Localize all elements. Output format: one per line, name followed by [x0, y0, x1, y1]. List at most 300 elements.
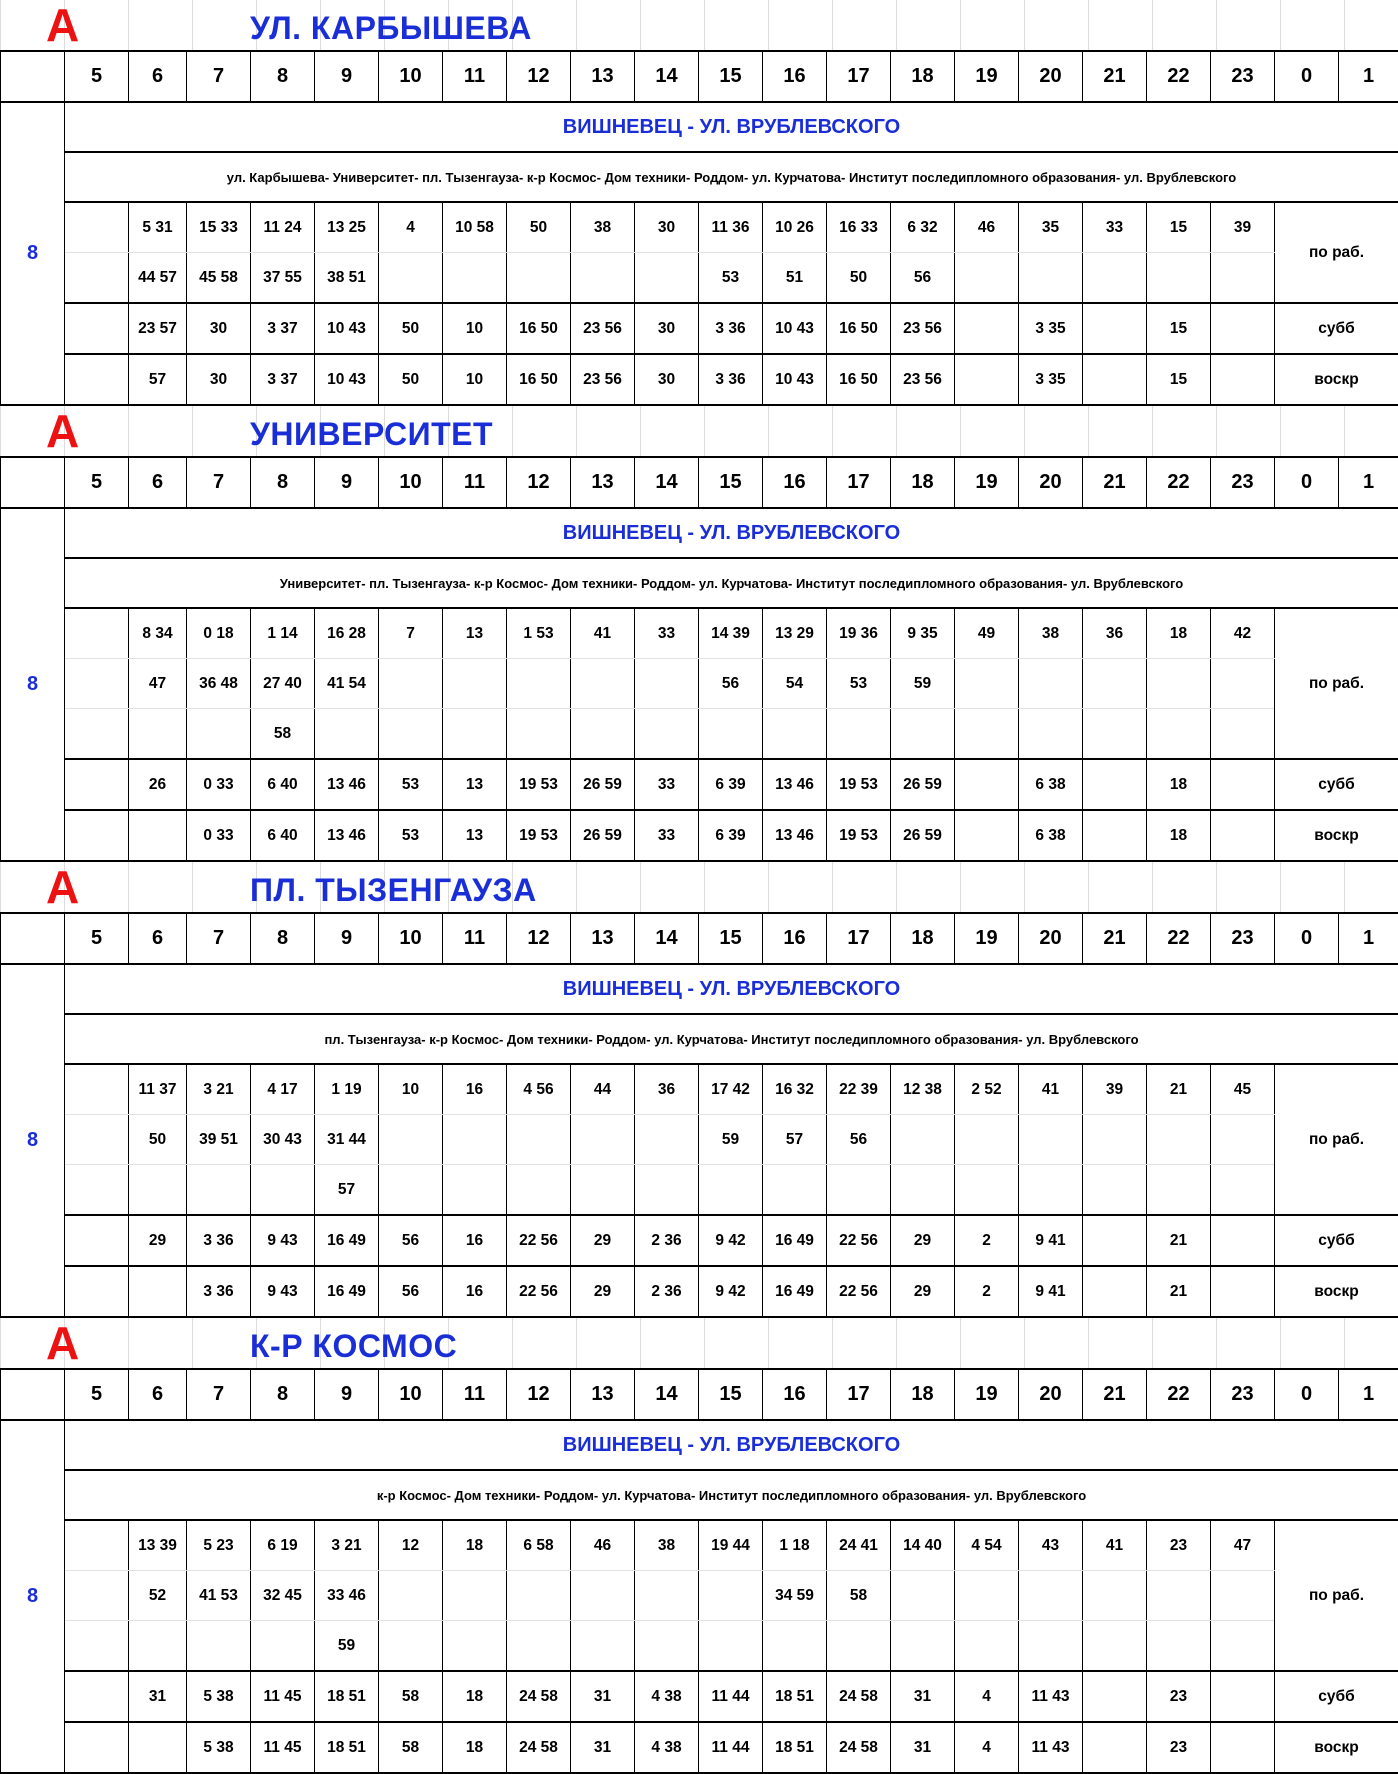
schedule-row	[1, 1520, 1398, 1571]
hour-header: 19	[955, 51, 1019, 102]
departure-cell	[1083, 1571, 1147, 1621]
departure-cell: 6 58	[507, 1520, 571, 1571]
departure-cell: 34 59	[763, 1571, 827, 1621]
departure-cell	[379, 1621, 443, 1672]
departure-cell	[1211, 1215, 1275, 1266]
departure-cell	[1147, 709, 1211, 760]
departure-cell: 56	[379, 1215, 443, 1266]
departure-cell	[1083, 810, 1147, 861]
timetable-section	[0, 0, 1398, 406]
departure-cell: 31	[129, 1671, 187, 1722]
hour-header: 5	[65, 913, 129, 964]
departure-cell: 58	[827, 1571, 891, 1621]
departure-cell	[1211, 1266, 1275, 1317]
departure-cell: 18	[443, 1722, 507, 1773]
departure-cell	[65, 659, 129, 709]
hours-row	[1, 51, 1398, 102]
departure-cell	[1019, 1115, 1083, 1165]
departure-cell: 53	[699, 253, 763, 304]
departure-cell	[1083, 1215, 1147, 1266]
departure-cell	[1211, 1671, 1275, 1722]
departure-cell: 13 46	[763, 759, 827, 810]
departure-cell: 31	[891, 1722, 955, 1773]
departure-cell: 16 50	[507, 354, 571, 405]
departure-cell: 30	[635, 303, 699, 354]
departure-cell	[1083, 1266, 1147, 1317]
departure-cell: 29	[571, 1215, 635, 1266]
departure-cell: 31	[571, 1671, 635, 1722]
departure-cell	[891, 1621, 955, 1672]
departure-cell: 9 43	[251, 1215, 315, 1266]
departure-cell	[65, 1621, 129, 1672]
hour-header: 12	[507, 51, 571, 102]
route-path: ул. Карбышева- Университет- пл. Тызенгауза- к-р Космос- Дом техники- Роддом- ул. Курчатова- Институт последипломного образования- ул. Врублевского	[65, 152, 1398, 202]
departure-cell	[1147, 1115, 1211, 1165]
hour-header: 22	[1147, 913, 1211, 964]
departure-cell	[65, 709, 129, 760]
departure-cell: 53	[827, 659, 891, 709]
departure-cell: 47	[1211, 1520, 1275, 1571]
departure-cell	[635, 1621, 699, 1672]
hour-header: 1	[1339, 51, 1398, 102]
departure-cell: 3 21	[315, 1520, 379, 1571]
departure-cell: 22 56	[507, 1215, 571, 1266]
departure-cell: 29	[129, 1215, 187, 1266]
hour-header: 7	[187, 1369, 251, 1420]
departure-cell: 3 35	[1019, 354, 1083, 405]
departure-cell: 31	[571, 1722, 635, 1773]
departure-cell: 44	[571, 1064, 635, 1115]
departure-cell: 18	[443, 1671, 507, 1722]
departure-cell: 39	[1083, 1064, 1147, 1115]
day-type-label: субб	[1275, 1671, 1398, 1722]
departure-cell	[65, 303, 129, 354]
departure-cell: 0 18	[187, 608, 251, 659]
corner-cell	[1, 51, 65, 102]
departure-cell: 24 58	[827, 1671, 891, 1722]
departure-cell: 13 39	[129, 1520, 187, 1571]
hour-header: 16	[763, 913, 827, 964]
departure-cell: 16 49	[763, 1266, 827, 1317]
departure-cell: 29	[891, 1266, 955, 1317]
departure-cell	[379, 1165, 443, 1216]
departure-cell: 26 59	[571, 810, 635, 861]
departure-cell: 11 37	[129, 1064, 187, 1115]
hour-header: 11	[443, 457, 507, 508]
departure-cell: 32 45	[251, 1571, 315, 1621]
departure-cell: 3 21	[187, 1064, 251, 1115]
route-number: 8	[1, 508, 65, 861]
departure-cell: 18 51	[315, 1722, 379, 1773]
departure-cell: 16 49	[763, 1215, 827, 1266]
departure-cell: 11 43	[1019, 1722, 1083, 1773]
departure-cell: 5 38	[187, 1722, 251, 1773]
hour-header: 17	[827, 51, 891, 102]
departure-cell	[571, 1115, 635, 1165]
departure-cell: 52	[129, 1571, 187, 1621]
departure-cell	[65, 1266, 129, 1317]
departure-cell: 10	[443, 354, 507, 405]
departure-cell	[699, 709, 763, 760]
departure-cell	[443, 1165, 507, 1216]
departure-cell: 15	[1147, 354, 1211, 405]
departure-cell: 46	[955, 202, 1019, 253]
hour-header: 15	[699, 1369, 763, 1420]
day-type-label: по раб.	[1275, 1520, 1398, 1671]
departure-cell	[1083, 1621, 1147, 1672]
departure-cell	[955, 1115, 1019, 1165]
hour-header: 17	[827, 457, 891, 508]
hour-header: 8	[251, 51, 315, 102]
departure-cell: 11 45	[251, 1671, 315, 1722]
departure-cell: 5 23	[187, 1520, 251, 1571]
departure-cell	[1211, 659, 1275, 709]
departure-cell	[699, 1165, 763, 1216]
stop-title: ПЛ. ТЫЗЕНГАУЗА	[250, 872, 537, 908]
departure-cell: 23	[1147, 1671, 1211, 1722]
departure-cell	[955, 1621, 1019, 1672]
hour-header: 20	[1019, 1369, 1083, 1420]
departure-cell: 16 50	[827, 354, 891, 405]
timetable-section	[0, 406, 1398, 862]
hour-header: 7	[187, 51, 251, 102]
departure-cell: 2	[955, 1215, 1019, 1266]
departure-cell	[1083, 354, 1147, 405]
departure-cell	[1083, 1722, 1147, 1773]
hour-header: 0	[1275, 913, 1339, 964]
departure-cell: 24 58	[827, 1722, 891, 1773]
schedule-row	[1, 303, 1398, 354]
hour-header: 17	[827, 1369, 891, 1420]
hour-header: 14	[635, 51, 699, 102]
hour-header: 6	[129, 913, 187, 964]
departure-cell: 4 54	[955, 1520, 1019, 1571]
departure-cell	[129, 810, 187, 861]
departure-cell	[65, 1215, 129, 1266]
stop-title: УЛ. КАРБЫШЕВА	[250, 10, 532, 46]
hour-header: 16	[763, 457, 827, 508]
departure-cell	[379, 709, 443, 760]
departure-cell: 3 36	[187, 1266, 251, 1317]
departure-cell: 16 32	[763, 1064, 827, 1115]
departure-cell: 0 33	[187, 759, 251, 810]
hour-header: 7	[187, 457, 251, 508]
schedule-row	[1, 1722, 1398, 1773]
route-number: 8	[1, 964, 65, 1317]
hour-header: 21	[1083, 51, 1147, 102]
schedule-row	[1, 1215, 1398, 1266]
hour-header: 1	[1339, 913, 1398, 964]
stop-header	[0, 0, 1398, 50]
departure-cell: 1 18	[763, 1520, 827, 1571]
departure-cell	[129, 1266, 187, 1317]
departure-cell: 9 41	[1019, 1266, 1083, 1317]
departure-cell	[955, 1165, 1019, 1216]
departure-cell	[187, 709, 251, 760]
departure-cell: 41 53	[187, 1571, 251, 1621]
hour-header: 12	[507, 1369, 571, 1420]
schedule-row	[1, 1064, 1398, 1115]
departure-cell	[827, 1621, 891, 1672]
departure-cell: 17 42	[699, 1064, 763, 1115]
departure-cell	[1147, 1621, 1211, 1672]
departure-cell	[1211, 253, 1275, 304]
departure-cell: 36	[635, 1064, 699, 1115]
departure-cell	[379, 659, 443, 709]
departure-cell: 50	[129, 1115, 187, 1165]
departure-cell	[129, 1722, 187, 1773]
departure-cell: 14 39	[699, 608, 763, 659]
departure-cell: 10 43	[763, 303, 827, 354]
day-type-label: воскр	[1275, 810, 1398, 861]
hour-header: 6	[129, 457, 187, 508]
departure-cell: 36 48	[187, 659, 251, 709]
departure-cell: 57	[129, 354, 187, 405]
schedule-row	[1, 1621, 1398, 1672]
departure-cell	[635, 1571, 699, 1621]
day-type-label: воскр	[1275, 1266, 1398, 1317]
departure-cell: 5 31	[129, 202, 187, 253]
departure-cell: 13 46	[763, 810, 827, 861]
departure-cell	[571, 1621, 635, 1672]
departure-cell: 30	[635, 354, 699, 405]
departure-cell: 6 19	[251, 1520, 315, 1571]
departure-cell: 2 52	[955, 1064, 1019, 1115]
departure-cell: 50	[507, 202, 571, 253]
hour-header: 8	[251, 1369, 315, 1420]
departure-cell: 18 51	[315, 1671, 379, 1722]
schedule-row	[1, 1115, 1398, 1165]
hour-header: 5	[65, 1369, 129, 1420]
hour-header: 0	[1275, 51, 1339, 102]
route-number: 8	[1, 102, 65, 405]
hour-header: 11	[443, 51, 507, 102]
departure-cell	[635, 709, 699, 760]
route-name: ВИШНЕВЕЦ - УЛ. ВРУБЛЕВСКОГО	[65, 102, 1398, 152]
schedule-row	[1, 810, 1398, 861]
schedule-row	[1, 608, 1398, 659]
departure-cell	[955, 709, 1019, 760]
departure-cell: 10 43	[763, 354, 827, 405]
stop-header	[0, 862, 1398, 912]
departure-cell: 16 49	[315, 1266, 379, 1317]
departure-cell	[507, 1571, 571, 1621]
departure-cell: 19 53	[827, 759, 891, 810]
departure-cell	[507, 659, 571, 709]
departure-cell: 3 36	[699, 354, 763, 405]
departure-cell: 13 25	[315, 202, 379, 253]
schedule-table	[0, 912, 1398, 1318]
departure-cell: 3 37	[251, 354, 315, 405]
departure-cell	[1083, 659, 1147, 709]
departure-cell	[955, 354, 1019, 405]
schedule-row	[1, 1671, 1398, 1722]
hour-header: 16	[763, 1369, 827, 1420]
departure-cell	[1019, 659, 1083, 709]
departure-cell: 46	[571, 1520, 635, 1571]
departure-cell: 16	[443, 1215, 507, 1266]
departure-cell	[1211, 303, 1275, 354]
departure-cell: 33	[635, 608, 699, 659]
departure-cell: 37 55	[251, 253, 315, 304]
departure-cell: 33	[635, 810, 699, 861]
stop-header	[0, 406, 1398, 456]
departure-cell: 4 56	[507, 1064, 571, 1115]
departure-cell: 15	[1147, 202, 1211, 253]
departure-cell	[65, 253, 129, 304]
departure-cell: 38	[571, 202, 635, 253]
departure-cell: 11 43	[1019, 1671, 1083, 1722]
departure-cell	[65, 810, 129, 861]
departure-cell	[251, 1621, 315, 1672]
departure-cell: 4	[955, 1671, 1019, 1722]
departure-cell: 13 46	[315, 759, 379, 810]
departure-cell: 10	[379, 1064, 443, 1115]
departure-cell	[507, 1165, 571, 1216]
hour-header: 0	[1275, 457, 1339, 508]
hour-header: 23	[1211, 51, 1275, 102]
departure-cell: 5 38	[187, 1671, 251, 1722]
corner-cell	[1, 457, 65, 508]
departure-cell: 22 56	[827, 1215, 891, 1266]
departure-cell: 1 14	[251, 608, 315, 659]
departure-cell: 16 50	[827, 303, 891, 354]
hour-header: 22	[1147, 457, 1211, 508]
departure-cell	[65, 354, 129, 405]
hours-row	[1, 913, 1398, 964]
departure-cell: 41	[571, 608, 635, 659]
departure-cell: 23 56	[571, 303, 635, 354]
departure-cell: 4 38	[635, 1722, 699, 1773]
departure-cell: 13	[443, 759, 507, 810]
departure-cell: 6 39	[699, 759, 763, 810]
departure-cell: 31 44	[315, 1115, 379, 1165]
day-type-label: по раб.	[1275, 608, 1398, 759]
departure-cell: 21	[1147, 1064, 1211, 1115]
day-type-label: субб	[1275, 303, 1398, 354]
hour-header: 23	[1211, 1369, 1275, 1420]
departure-cell: 26 59	[571, 759, 635, 810]
route-name: ВИШНЕВЕЦ - УЛ. ВРУБЛЕВСКОГО	[65, 964, 1398, 1014]
departure-cell: 9 43	[251, 1266, 315, 1317]
departure-cell	[1147, 1165, 1211, 1216]
departure-cell: 58	[379, 1722, 443, 1773]
departure-cell: 54	[763, 659, 827, 709]
departure-cell: 1 19	[315, 1064, 379, 1115]
hour-header: 19	[955, 1369, 1019, 1420]
hour-header: 13	[571, 51, 635, 102]
departure-cell: 33	[635, 759, 699, 810]
departure-cell: 27 40	[251, 659, 315, 709]
hour-header: 19	[955, 913, 1019, 964]
day-type-label: воскр	[1275, 354, 1398, 405]
departure-cell	[891, 1571, 955, 1621]
hour-header: 12	[507, 913, 571, 964]
departure-cell: 10 43	[315, 303, 379, 354]
departure-cell: 59	[891, 659, 955, 709]
day-type-label: по раб.	[1275, 202, 1398, 303]
departure-cell	[1211, 354, 1275, 405]
departure-cell: 38	[1019, 608, 1083, 659]
departure-cell	[1211, 709, 1275, 760]
departure-cell: 12 38	[891, 1064, 955, 1115]
hour-header: 1	[1339, 457, 1398, 508]
departure-cell: 36	[1083, 608, 1147, 659]
departure-cell	[443, 253, 507, 304]
departure-cell: 11 45	[251, 1722, 315, 1773]
departure-cell: 12	[379, 1520, 443, 1571]
hour-header: 5	[65, 51, 129, 102]
day-type-label: воскр	[1275, 1722, 1398, 1773]
departure-cell: 9 42	[699, 1266, 763, 1317]
departure-cell: 4 17	[251, 1064, 315, 1115]
hour-header: 6	[129, 1369, 187, 1420]
departure-cell: 16 28	[315, 608, 379, 659]
departure-cell: 16 49	[315, 1215, 379, 1266]
departure-cell: 47	[129, 659, 187, 709]
departure-cell	[187, 1621, 251, 1672]
departure-cell: 3 37	[251, 303, 315, 354]
departure-cell	[699, 1571, 763, 1621]
departure-cell: 6 38	[1019, 810, 1083, 861]
departure-cell	[1211, 1722, 1275, 1773]
departure-cell	[1083, 1165, 1147, 1216]
departure-cell	[635, 1115, 699, 1165]
departure-cell	[1083, 1115, 1147, 1165]
hour-header: 9	[315, 913, 379, 964]
hour-header: 18	[891, 51, 955, 102]
departure-cell	[65, 608, 129, 659]
departure-cell: 33 46	[315, 1571, 379, 1621]
departure-cell	[443, 1621, 507, 1672]
hour-header: 11	[443, 1369, 507, 1420]
departure-cell: 13 46	[315, 810, 379, 861]
hour-header: 16	[763, 51, 827, 102]
departure-cell: 41	[1083, 1520, 1147, 1571]
departure-cell	[251, 1165, 315, 1216]
departure-cell	[65, 1520, 129, 1571]
hour-header: 13	[571, 1369, 635, 1420]
departure-cell: 6 40	[251, 810, 315, 861]
departure-cell: 23 56	[891, 354, 955, 405]
departure-cell	[507, 1115, 571, 1165]
departure-cell	[1019, 1571, 1083, 1621]
departure-cell: 41	[1019, 1064, 1083, 1115]
hour-header: 8	[251, 457, 315, 508]
departure-cell: 9 42	[699, 1215, 763, 1266]
departure-cell	[379, 1571, 443, 1621]
timetable-section	[0, 862, 1398, 1318]
departure-cell: 30	[635, 202, 699, 253]
departure-cell: 15	[1147, 303, 1211, 354]
departure-cell: 18 51	[763, 1722, 827, 1773]
departure-cell: 56	[699, 659, 763, 709]
departure-cell	[763, 1621, 827, 1672]
hour-header: 5	[65, 457, 129, 508]
departure-cell	[1211, 1621, 1275, 1672]
departure-cell: 6 40	[251, 759, 315, 810]
hour-header: 7	[187, 913, 251, 964]
departure-cell: 45 58	[187, 253, 251, 304]
departure-cell: 19 44	[699, 1520, 763, 1571]
stop-header	[0, 1318, 1398, 1368]
departure-cell: 41 54	[315, 659, 379, 709]
departure-cell	[65, 1571, 129, 1621]
departure-cell: 26	[129, 759, 187, 810]
hour-header: 19	[955, 457, 1019, 508]
hour-header: 14	[635, 1369, 699, 1420]
departure-cell: 3 35	[1019, 303, 1083, 354]
